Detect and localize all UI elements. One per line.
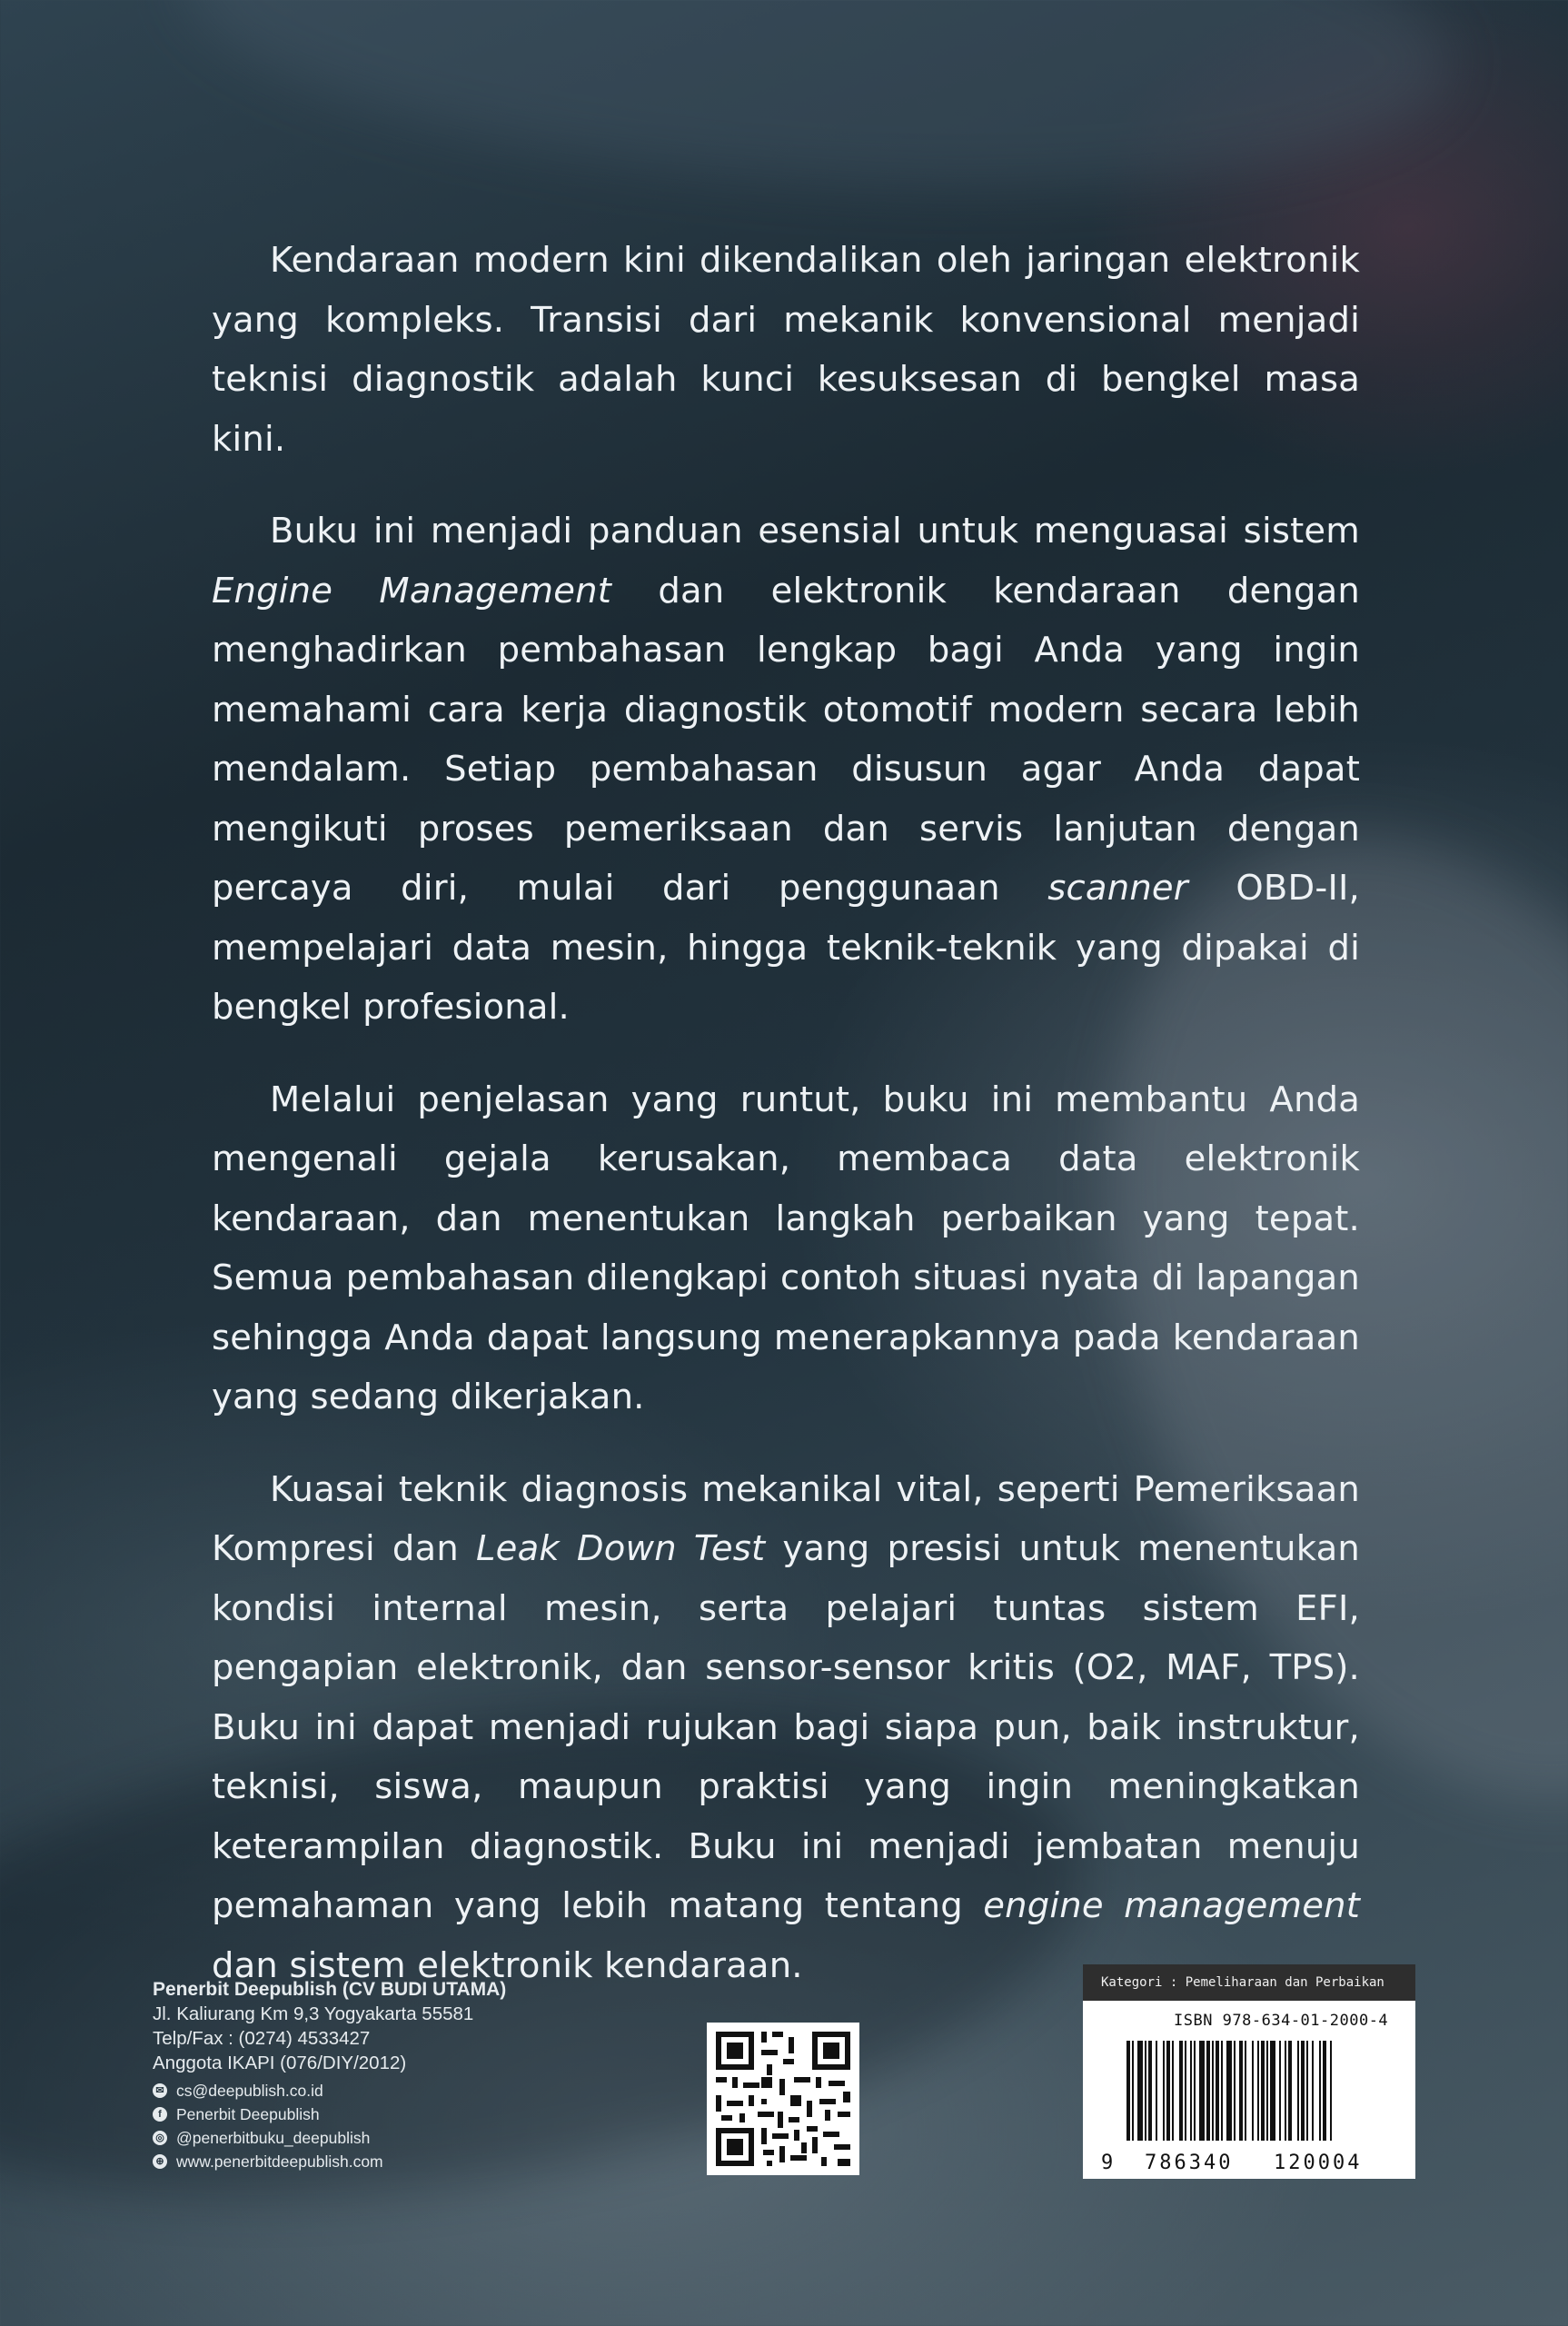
publisher-name: Penerbit Deepublish (CV BUDI UTAMA): [153, 1979, 507, 2000]
qr-code: [707, 2023, 859, 2175]
barcode-bar: [1156, 2041, 1157, 2141]
barcode-bar: [1132, 2041, 1134, 2141]
barcode-digits-right: 120004: [1274, 2152, 1363, 2174]
barcode-bar: [1172, 2041, 1174, 2141]
background-top-swoosh: [172, 0, 1463, 225]
barcode-bars: [1126, 2041, 1374, 2157]
barcode-bar: [1226, 2041, 1232, 2141]
contact-facebook-text: Penerbit Deepublish: [176, 2105, 320, 2123]
globe-icon: ⊕: [153, 2154, 167, 2169]
barcode-bar: [1257, 2041, 1259, 2141]
barcode-bar: [1252, 2041, 1254, 2141]
barcode-bar: [1190, 2041, 1192, 2141]
paragraph-3: Melalui penjelasan yang runtut, buku ini membantu Anda mengenali gejala kerusakan, membaca data elektronik kendaraan, dan menentukan langkah perbaikan yang tepat. Semua pembahasan dilengkapi contoh situasi nyata di lapangan sehingga Anda dapat langsung menerapkannya pada kendaraan yang sedang dikerjakan.: [212, 1079, 1360, 1417]
barcode-digits-left: 786340: [1145, 2152, 1234, 2174]
barcode-bar: [1319, 2041, 1321, 2141]
publisher-phone: Telp/Fax : (0274) 4533427: [153, 2028, 371, 2049]
barcode-bar: [1212, 2041, 1214, 2141]
paragraph-2: Buku ini menjadi panduan esensial untuk menguasai sistem Engine Management dan elektronik kendaraan dengan menghadirkan pembahasan lengkap bagi Anda yang ingin memahami cara kerja diagnostik otomotif modern secara lebih mendalam. Setiap pembahasan disusun agar Anda dapat mengikuti proses pemeriksaan dan servis lanjutan dengan percaya diri, mulai dari penggunaan scanner OBD-II, mempelajari data mesin, hingga teknik-teknik yang dipakai di bengkel profesional.: [212, 511, 1360, 1028]
barcode-bar: [1194, 2041, 1196, 2141]
barcode-bar: [1234, 2041, 1236, 2141]
email-icon: ✉: [153, 2083, 167, 2098]
barcode-bar: [1285, 2041, 1286, 2141]
contact-facebook: [153, 2102, 625, 2126]
qr-code-graphic: [707, 2023, 859, 2175]
facebook-icon: f: [153, 2107, 167, 2122]
barcode-bar: [1185, 2041, 1186, 2141]
barcode-bar: [1306, 2041, 1308, 2141]
contact-instagram: [153, 2126, 625, 2150]
barcode-bar: [1279, 2041, 1281, 2141]
barcode-bar: [1266, 2041, 1268, 2141]
barcode-bar: [1145, 2041, 1146, 2141]
barcode-bar: [1166, 2041, 1170, 2141]
barcode-bar: [1288, 2041, 1292, 2141]
publisher-address: Jl. Kaliurang Km 9,3 Yogyakarta 55581: [153, 2003, 474, 2024]
paragraph-4: Kuasai teknik diagnosis mekanikal vital, seperti Pemeriksaan Kompresi dan Leak Down Test yang presisi untuk menentukan kondisi internal mesin, serta pelajari tuntas sistem EFI, pengapian elektronik, dan sensor-sensor kritis (O2, MAF, TPS). Buku ini dapat menjadi rujukan bagi siapa pun, baik instruktur, teknisi, siswa, maupun praktisi yang ingin meningkatkan keterampilan diagnostik. Buku ini menjadi jembatan menuju pemahaman yang lebih matang tentang engine management dan sistem elektronik kendaraan.: [212, 1468, 1360, 1986]
isbn-barcode: [1083, 1964, 1415, 2179]
barcode-bar: [1148, 2041, 1152, 2141]
barcode-bar: [1206, 2041, 1210, 2141]
back-cover-description: [212, 231, 1360, 2028]
barcode-bar: [1330, 2041, 1332, 2141]
instagram-icon: ◎: [153, 2131, 167, 2145]
publisher-info: [153, 1977, 625, 2173]
barcode-bar: [1163, 2041, 1165, 2141]
barcode-bar: [1221, 2041, 1223, 2141]
contact-email-text: cs@deepublish.co.id: [176, 2082, 323, 2100]
barcode-bar: [1216, 2041, 1219, 2141]
barcode-panel: [1083, 2001, 1415, 2179]
barcode-bar: [1137, 2041, 1143, 2141]
barcode-bar: [1261, 2041, 1265, 2141]
paragraph-1: Kendaraan modern kini dikendalikan oleh jaringan elektronik yang kompleks. Transisi dari mekanik konvensional menjadi teknisi diagnostik adalah kunci kesuksesan di bengkel masa kini.: [212, 240, 1360, 460]
contact-website: [153, 2150, 625, 2173]
contact-website-text: www.penerbitdeepublish.com: [176, 2152, 383, 2171]
barcode-bar: [1126, 2041, 1130, 2141]
barcode-bar: [1270, 2041, 1275, 2141]
category-label: Kategori : Pemeliharaan dan Perbaikan: [1083, 1964, 1415, 2001]
isbn-number: ISBN 978-634-01-2000-4: [1174, 2012, 1389, 2030]
contact-email: [153, 2079, 625, 2102]
barcode-bar: [1199, 2041, 1205, 2141]
barcode-digit-first: 9: [1101, 2152, 1114, 2174]
barcode-bar: [1239, 2041, 1243, 2141]
barcode-bar: [1179, 2041, 1183, 2141]
barcode-bar: [1301, 2041, 1305, 2141]
barcode-bar: [1312, 2041, 1314, 2141]
barcode-bar: [1245, 2041, 1246, 2141]
publisher-member: Anggota IKAPI (076/DIY/2012): [153, 2053, 407, 2073]
barcode-bar: [1323, 2041, 1326, 2141]
barcode-bar: [1297, 2041, 1299, 2141]
contact-instagram-text: @penerbitbuku_deepublish: [176, 2129, 371, 2147]
